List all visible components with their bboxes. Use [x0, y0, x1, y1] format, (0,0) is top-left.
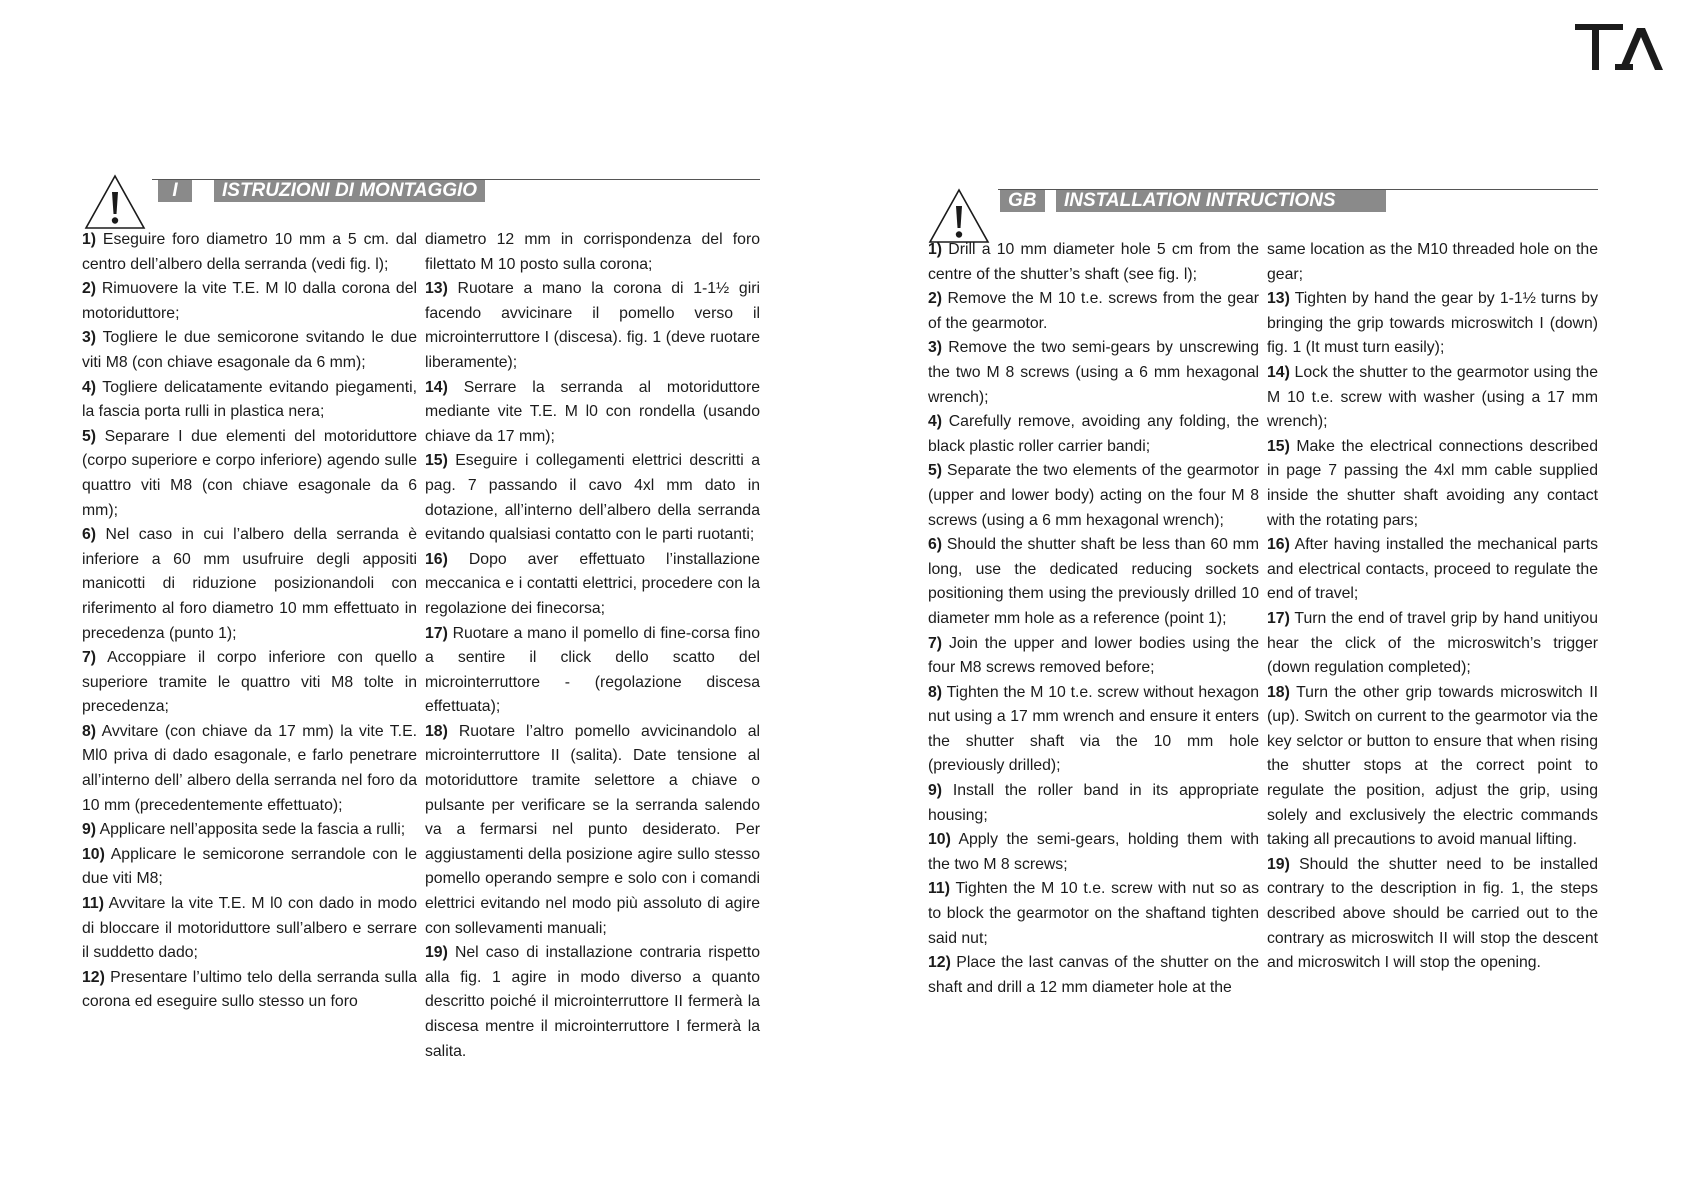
step-number: 1) [82, 231, 97, 248]
step-text: Eseguire i collegamenti elettrici descritti a pag. 7 passando il cavo 4xl mm dato in dotazione, all’interno dell’albero della serranda evitando qualsiasi contatto con le parti ruotanti; [425, 452, 760, 544]
step-number: 14) [425, 378, 448, 396]
instruction-step [82, 523, 417, 646]
step-number: 3) [82, 329, 97, 347]
instruction-step [82, 843, 417, 892]
instruction-step [928, 779, 1259, 828]
warning-icon [84, 174, 146, 230]
step-number: 13) [425, 280, 448, 298]
step-number: 5) [928, 462, 943, 480]
step-number: 8) [928, 683, 943, 701]
instruction-step [82, 425, 417, 523]
instruction-step [1267, 853, 1598, 976]
step-text: Remove the two semi-gears by unscrewing the two M 8 screws (using a 6 mm hexagonal wrench); [928, 339, 1259, 406]
text-column-left [928, 238, 1259, 1000]
instruction-step [1267, 287, 1598, 361]
step-number: 14) [1267, 363, 1290, 381]
instruction-step [928, 336, 1259, 410]
step-text: Rimuovere la vite T.E. M l0 dalla corona del motoriduttore; [82, 280, 417, 322]
step-text: Tighten the M 10 t.e. screw without hexagon nut using a 17 mm wrench and ensure it enters the shutter shaft via the 10 mm hole (previously drilled); [928, 683, 1259, 775]
instruction-step [82, 966, 417, 1015]
instruction-step [82, 720, 417, 818]
step-number: 19) [425, 944, 448, 962]
step-number: 16) [425, 550, 448, 568]
step-number: 10) [928, 831, 951, 849]
step-number: 7) [928, 634, 943, 652]
step-text: Ruotare l’altro pomello avvicinandolo al microinterruttore II (salita). Date tensione al motoriduttore tramite selettore a chiave o pulsante per verificare se la serranda salendo va a fermarsi nel punto desiderato. Per aggiustamenti della posizione agire sullo stesso pomello operando sempre e solo con i comandi elettrici evitando nel modo più assoluto di agire con sollevamenti manuali; [425, 722, 760, 937]
step-number: 15) [425, 452, 448, 470]
step-text: Dopo aver effettuato l’installazione meccanica e i contatti elettrici, procedere con la regolazione dei finecorsa; [425, 550, 760, 617]
instruction-step [1267, 238, 1598, 287]
instruction-step [928, 410, 1259, 459]
warning-icon [928, 188, 990, 244]
step-number: 12) [82, 968, 105, 986]
step-text: Turn the other grip towards microswitch II (up). Switch on current to the gearmotor via the key selctor or button to ensure that when rising the shutter stops at the correct point to regulate the position, adjust the grip, using solely and exclusively the electric commands taking all precautions to avoid manual lifting. [1267, 683, 1598, 849]
step-number: 17) [1267, 609, 1290, 627]
step-number: 10) [82, 845, 105, 863]
step-text: Togliere delicatamente evitando piegamenti, la fascia porta rulli in plastica nera; [82, 378, 417, 421]
english-instructions-section [928, 180, 1598, 996]
instruction-step [928, 632, 1259, 681]
step-text: Nel caso di installazione contraria rispetto alla fig. 1 agire in modo diverso a quanto descritto poiché il microinterruttore II fermerà la discesa mentre il microinterruttore I fermerà la salita. [425, 944, 760, 1060]
step-number: 2) [928, 290, 943, 308]
step-number: 18) [425, 722, 448, 740]
step-text: Tighten the M 10 t.e. screw with nut so as to block the gearmotor on the shaftand tighten said nut; [928, 880, 1259, 947]
instruction-step [82, 646, 417, 720]
step-text: Apply the semi-gears, holding them with the two M 8 screws; [928, 831, 1259, 873]
italian-instructions-section [82, 170, 760, 1060]
step-text: Carefully remove, avoiding any folding, the black plastic roller carrier bandi; [928, 413, 1259, 455]
brand-logo-icon [1575, 20, 1665, 74]
step-text: Tighten by hand the gear by 1-1½ turns by bringing the grip towards microswitch I (down) fig. 1 (It must turn easily); [1267, 290, 1598, 357]
step-text: Remove the M 10 t.e. screws from the gear of the gearmotor. [928, 290, 1259, 332]
language-badge: I [158, 180, 192, 202]
step-text: Avvitare (con chiave da 17 mm) la vite T.E. Ml0 priva di dado esagonale, e farlo penetrare all’interno dell’ albero della serranda nel foro da 10 mm (precedentemente effettuato); [82, 722, 417, 814]
instruction-step [1267, 681, 1598, 853]
step-text: Serrare la serranda al motoriduttore mediante vite T.E. M l0 con rondella (usando chiave da 17 mm); [425, 378, 760, 445]
step-text: Togliere le due semicorone svitando le due viti M8 (con chiave esagonale da 6 mm); [82, 329, 417, 371]
step-number: 12) [928, 954, 951, 972]
step-text: Should the shutter need to be installed contrary to the description in fig. 1, the steps described above should be carried out to the contrary as microswitch II will stop the descent and microswitch I will stop the opening. [1267, 855, 1598, 972]
step-text: Turn the end of travel grip by hand unitiyou hear the click of the microswitch’s trigger (down regulation completed); [1267, 609, 1598, 677]
step-text: Join the upper and lower bodies using the four M8 screws removed before; [928, 634, 1259, 677]
step-number: 8) [82, 722, 97, 740]
step-number: 9) [928, 782, 943, 800]
step-number: 5) [82, 427, 97, 445]
step-text: Applicare le semicorone serrandole con le due viti M8; [82, 845, 417, 888]
step-number: 4) [928, 413, 943, 431]
instruction-step [82, 376, 417, 425]
instruction-step [928, 877, 1259, 951]
step-text: Separare I due elementi del motoriduttore (corpo superiore e corpo inferiore) agendo sulle quattro viti M8 (con chiave esagonale da 6 mm); [82, 427, 417, 519]
instruction-step [82, 326, 417, 375]
instruction-step [928, 459, 1259, 533]
instruction-step [1267, 607, 1598, 681]
step-text: Applicare nell’apposita sede la fascia a rulli; [96, 821, 406, 839]
section-header [928, 180, 1598, 220]
instruction-step [425, 449, 760, 547]
step-text: Eseguire foro diametro 10 mm a 5 cm. dal centro dell’albero della serranda (vedi fig. l); [82, 231, 417, 273]
instruction-step [425, 720, 760, 941]
step-text: Nel caso in cui l’albero della serranda è inferiore a 60 mm usufruire degli appositi manicotti di riduzione posizionandoli con riferimento al foro diametro 10 mm effettuato in precedenza (punto 1); [82, 526, 417, 642]
language-badge: GB [1000, 190, 1045, 212]
step-text: Ruotare a mano la corona di 1-1½ giri facendo avvicinare il pomello verso il microinterruttore I (discesa). fig. 1 (deve ruotare liberamente); [425, 280, 760, 371]
instruction-step [425, 622, 760, 720]
step-number: 7) [82, 649, 97, 667]
step-text: Make the electrical connections described in page 7 passing the 4xl mm cable supplied inside the shutter shaft avoiding any contact with the rotating pars; [1267, 437, 1598, 529]
step-number: 11) [928, 880, 950, 898]
instruction-step [82, 892, 417, 966]
step-text: Avvitare la vite T.E. M l0 con dado in modo di bloccare il motoriduttore sull’albero e serrare il suddetto dado; [82, 895, 417, 962]
instruction-step [425, 376, 760, 450]
instruction-step [928, 287, 1259, 336]
step-number: 6) [928, 536, 943, 554]
step-text: Install the roller band in its appropriate housing; [928, 782, 1259, 824]
step-number: 9) [82, 821, 97, 839]
instruction-step [928, 828, 1259, 877]
section-title: ISTRUZIONI DI MONTAGGIO [214, 180, 485, 202]
text-column-right [425, 228, 760, 1064]
step-text: same location as the M10 threaded hole on the gear; [1267, 241, 1598, 283]
section-title: INSTALLATION INTRUCTIONS [1056, 190, 1386, 212]
step-number: 1) [928, 241, 943, 258]
step-text: Drill a 10 mm diameter hole 5 cm from the centre of the shutter’s shaft (see fig. l); [928, 241, 1259, 283]
instruction-step [82, 818, 417, 843]
instruction-step [425, 548, 760, 622]
step-text: Lock the shutter to the gearmotor using the M 10 t.e. screw with washer (using a 17 mm wrench); [1267, 363, 1598, 431]
instruction-step [425, 277, 760, 375]
step-text: diametro 12 mm in corrispondenza del foro filettato M 10 posto sulla corona; [425, 231, 760, 273]
instruction-step [928, 681, 1259, 779]
instruction-step [928, 533, 1259, 631]
step-number: 15) [1267, 437, 1290, 455]
step-number: 19) [1267, 855, 1290, 873]
step-text: Should the shutter shaft be less than 60 mm long, use the dedicated reducing sockets positioning them using the previously drilled 10 diameter mm hole as a reference (point 1); [928, 536, 1259, 627]
step-number: 2) [82, 280, 97, 298]
step-number: 17) [425, 624, 448, 642]
section-header [82, 170, 760, 210]
step-text: Accoppiare il corpo inferiore con quello superiore tramite le quattro viti M8 tolte in precedenza; [82, 649, 417, 716]
step-text: Separate the two elements of the gearmotor (upper and lower body) acting on the four M 8 screws (using a 6 mm hexagonal wrench); [928, 462, 1259, 529]
step-number: 3) [928, 339, 943, 357]
step-text: Presentare l’ultimo telo della serranda sulla corona ed eseguire sullo stesso un foro [82, 968, 417, 1011]
step-number: 16) [1267, 536, 1290, 554]
instruction-step [1267, 435, 1598, 533]
instruction-step [425, 941, 760, 1064]
instruction-step [82, 277, 417, 326]
instruction-step [82, 228, 417, 277]
step-text: Place the last canvas of the shutter on the shaft and drill a 12 mm diameter hole at the [928, 954, 1259, 996]
text-column-left [82, 228, 417, 1064]
step-number: 11) [82, 895, 104, 913]
text-column-right [1267, 238, 1598, 1000]
step-text: Ruotare a mano il pomello di fine-corsa fino a sentire il click dello scatto del microinterruttore - (regolazione discesa effettuata); [425, 624, 760, 716]
step-number: 6) [82, 526, 97, 544]
step-number: 18) [1267, 683, 1290, 701]
instruction-step [1267, 533, 1598, 607]
step-text: After having installed the mechanical parts and electrical contacts, proceed to regulate the end of travel; [1267, 536, 1598, 603]
instruction-step [425, 228, 760, 277]
instruction-step [928, 951, 1259, 1000]
step-number: 4) [82, 378, 97, 396]
instruction-step [1267, 361, 1598, 435]
instruction-step [928, 238, 1259, 287]
step-number: 13) [1267, 290, 1290, 308]
